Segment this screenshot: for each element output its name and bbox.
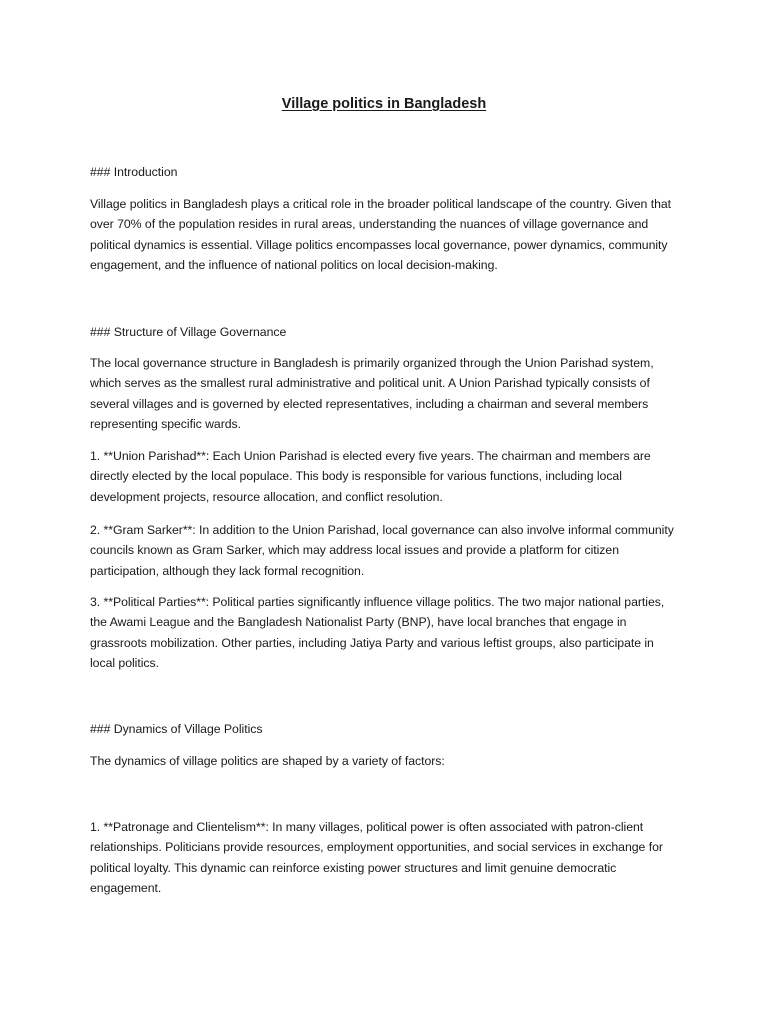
structure-item-gram-sarker: 2. **Gram Sarker**: In addition to the Union Parishad, local governance can also involve informal community councils known as Gram Sarker, which may address local issues and provide a platform for citizen participation, although they lack formal recognition. xyxy=(90,523,674,578)
dynamics-paragraph: The dynamics of village politics are shaped by a variety of factors: xyxy=(90,754,445,768)
dynamics-heading: ### Dynamics of Village Politics xyxy=(90,722,263,736)
structure-paragraph: The local governance structure in Bangladesh is primarily organized through the Union Parishad system, which serves as the smallest rural administrative and political unit. A Union Parishad typically consists of several villages and is governed by elected representatives, including a chairman and several members representing specific wards. xyxy=(90,356,654,432)
structure-item-union-parishad: 1. **Union Parishad**: Each Union Parishad is elected every five years. The chairman and members are directly elected by the local populace. This body is responsible for various functions, including local development projects, resource allocation, and conflict resolution. xyxy=(90,449,651,504)
introduction-heading: ### Introduction xyxy=(90,165,178,179)
document-title xyxy=(0,94,768,114)
document-title-text: Village politics in Bangladesh xyxy=(281,96,487,112)
introduction-paragraph: Village politics in Bangladesh plays a critical role in the broader political landscape of the country. Given that over 70% of the population resides in rural areas, understanding the nuances of village governance and political dynamics is essential. Village politics encompasses local governance, power dynamics, community engagement, and the influence of national politics on local decision-making. xyxy=(90,197,672,273)
dynamics-item-patronage: 1. **Patronage and Clientelism**: In many villages, political power is often associated with patron-client relationships. Politicians provide resources, employment opportunities, and social services in exchange for political loyalty. This dynamic can reinforce existing power structures and limit genuine democratic engagement. xyxy=(90,820,663,896)
structure-heading: ### Structure of Village Governance xyxy=(90,325,287,339)
structure-item-political-parties: 3. **Political Parties**: Political parties significantly influence village politics. The two major national parties, the Awami League and the Bangladesh Nationalist Party (BNP), have local branches that engage in grassroots mobilization. Other parties, including Jatiya Party and various leftist groups, also participate in local politics. xyxy=(90,595,665,671)
